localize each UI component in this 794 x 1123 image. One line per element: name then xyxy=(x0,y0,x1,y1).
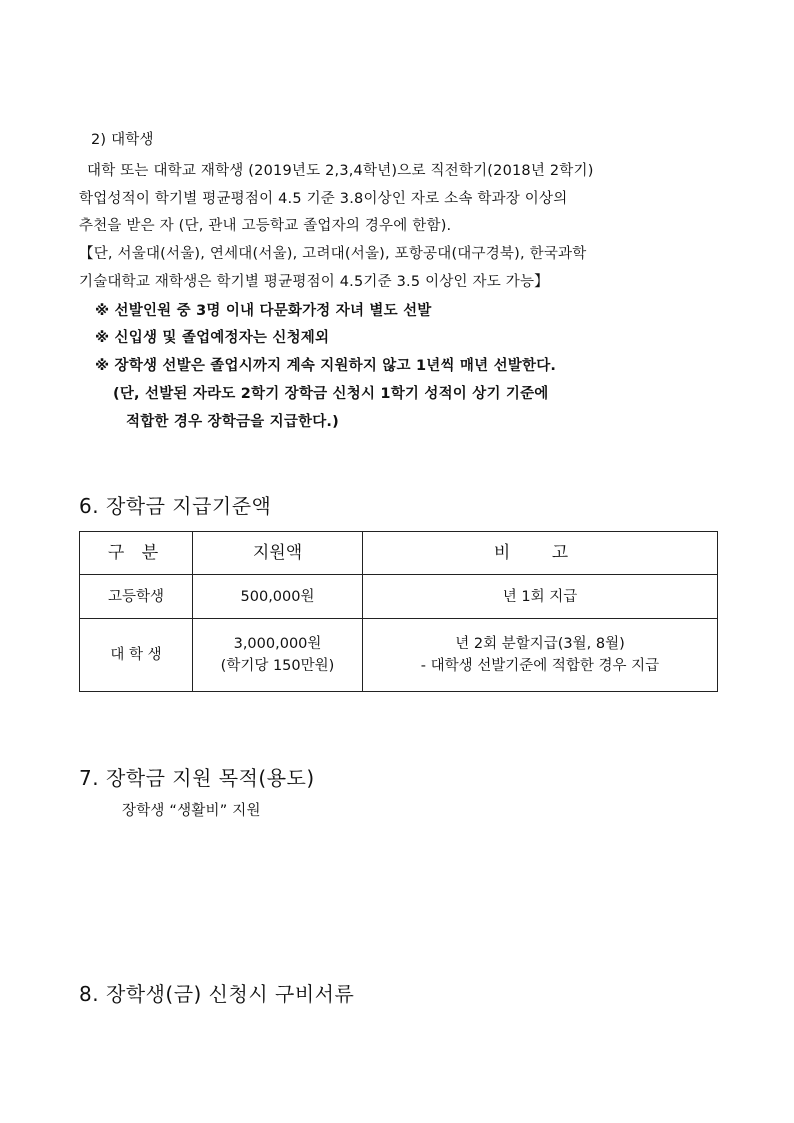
header-amount: 지원액 xyxy=(193,532,363,575)
undergrad-criteria-line-2: 학업성적이 학기별 평균평점이 4.5 기준 3.8이상인 자로 소속 학과장 이상의 xyxy=(79,191,568,207)
note-annual-selection-sub-1: (단, 선발된 자라도 2학기 장학금 신청시 1학기 성적이 상기 기준에 xyxy=(113,386,549,402)
row-university-note-sub: - 대학생 선발기준에 적합한 경우 지급 xyxy=(420,658,660,674)
section-7-heading: 7. 장학금 지원 목적(용도) xyxy=(79,766,315,790)
grant-amount-table xyxy=(79,531,718,692)
undergrad-criteria-line-4: 【단, 서울대(서울), 연세대(서울), 고려대(서울), 포항공대(대구경북), 한국과학 xyxy=(79,246,587,262)
table-row xyxy=(80,575,718,619)
table-header-row xyxy=(80,532,718,575)
row-high-school-amount: 500,000원 xyxy=(193,575,363,619)
note-multicultural: ※ 선발인원 중 3명 이내 다문화가정 자녀 별도 선발 xyxy=(95,303,432,319)
undergrad-criteria-line-1: 대학 또는 대학교 재학생 (2019년도 2,3,4학년)으로 직전학기(2018년 2학기) xyxy=(87,163,594,179)
row-university-category: 대 학 생 xyxy=(80,619,193,692)
note-annual-selection: ※ 장학생 선발은 졸업시까지 계속 지원하지 않고 1년씩 매년 선발한다. xyxy=(95,358,557,374)
header-category: 구 분 xyxy=(80,532,193,575)
section-8-heading: 8. 장학생(금) 신청시 구비서류 xyxy=(79,982,355,1006)
row-university-amount-main: 3,000,000원 xyxy=(233,636,322,652)
undergrad-criteria-line-5: 기술대학교 재학생은 학기별 평균평점이 4.5기준 3.5 이상인 자도 가능】 xyxy=(79,274,549,290)
undergrad-criteria-line-3: 추천을 받은 자 (단, 관내 고등학교 졸업자의 경우에 한함). xyxy=(79,218,452,234)
row-university-note xyxy=(363,619,718,692)
row-high-school-category: 고등학생 xyxy=(80,575,193,619)
section-7-body: 장학생 “생활비” 지원 xyxy=(122,803,261,819)
header-note: 비 고 xyxy=(363,532,718,575)
row-university-amount-sub: (학기당 150만원) xyxy=(220,658,335,674)
table-row xyxy=(80,619,718,692)
row-university-amount xyxy=(193,619,363,692)
undergrad-subheading: 2) 대학생 xyxy=(91,132,154,148)
section-6-heading: 6. 장학금 지급기준액 xyxy=(79,494,272,518)
row-high-school-note: 년 1회 지급 xyxy=(363,575,718,619)
note-annual-selection-sub-2: 적합한 경우 장학금을 지급한다.) xyxy=(126,414,339,430)
row-university-note-main: 년 2회 분할지급(3월, 8월) xyxy=(455,636,625,652)
note-exclusion: ※ 신입생 및 졸업예정자는 신청제외 xyxy=(95,330,330,346)
